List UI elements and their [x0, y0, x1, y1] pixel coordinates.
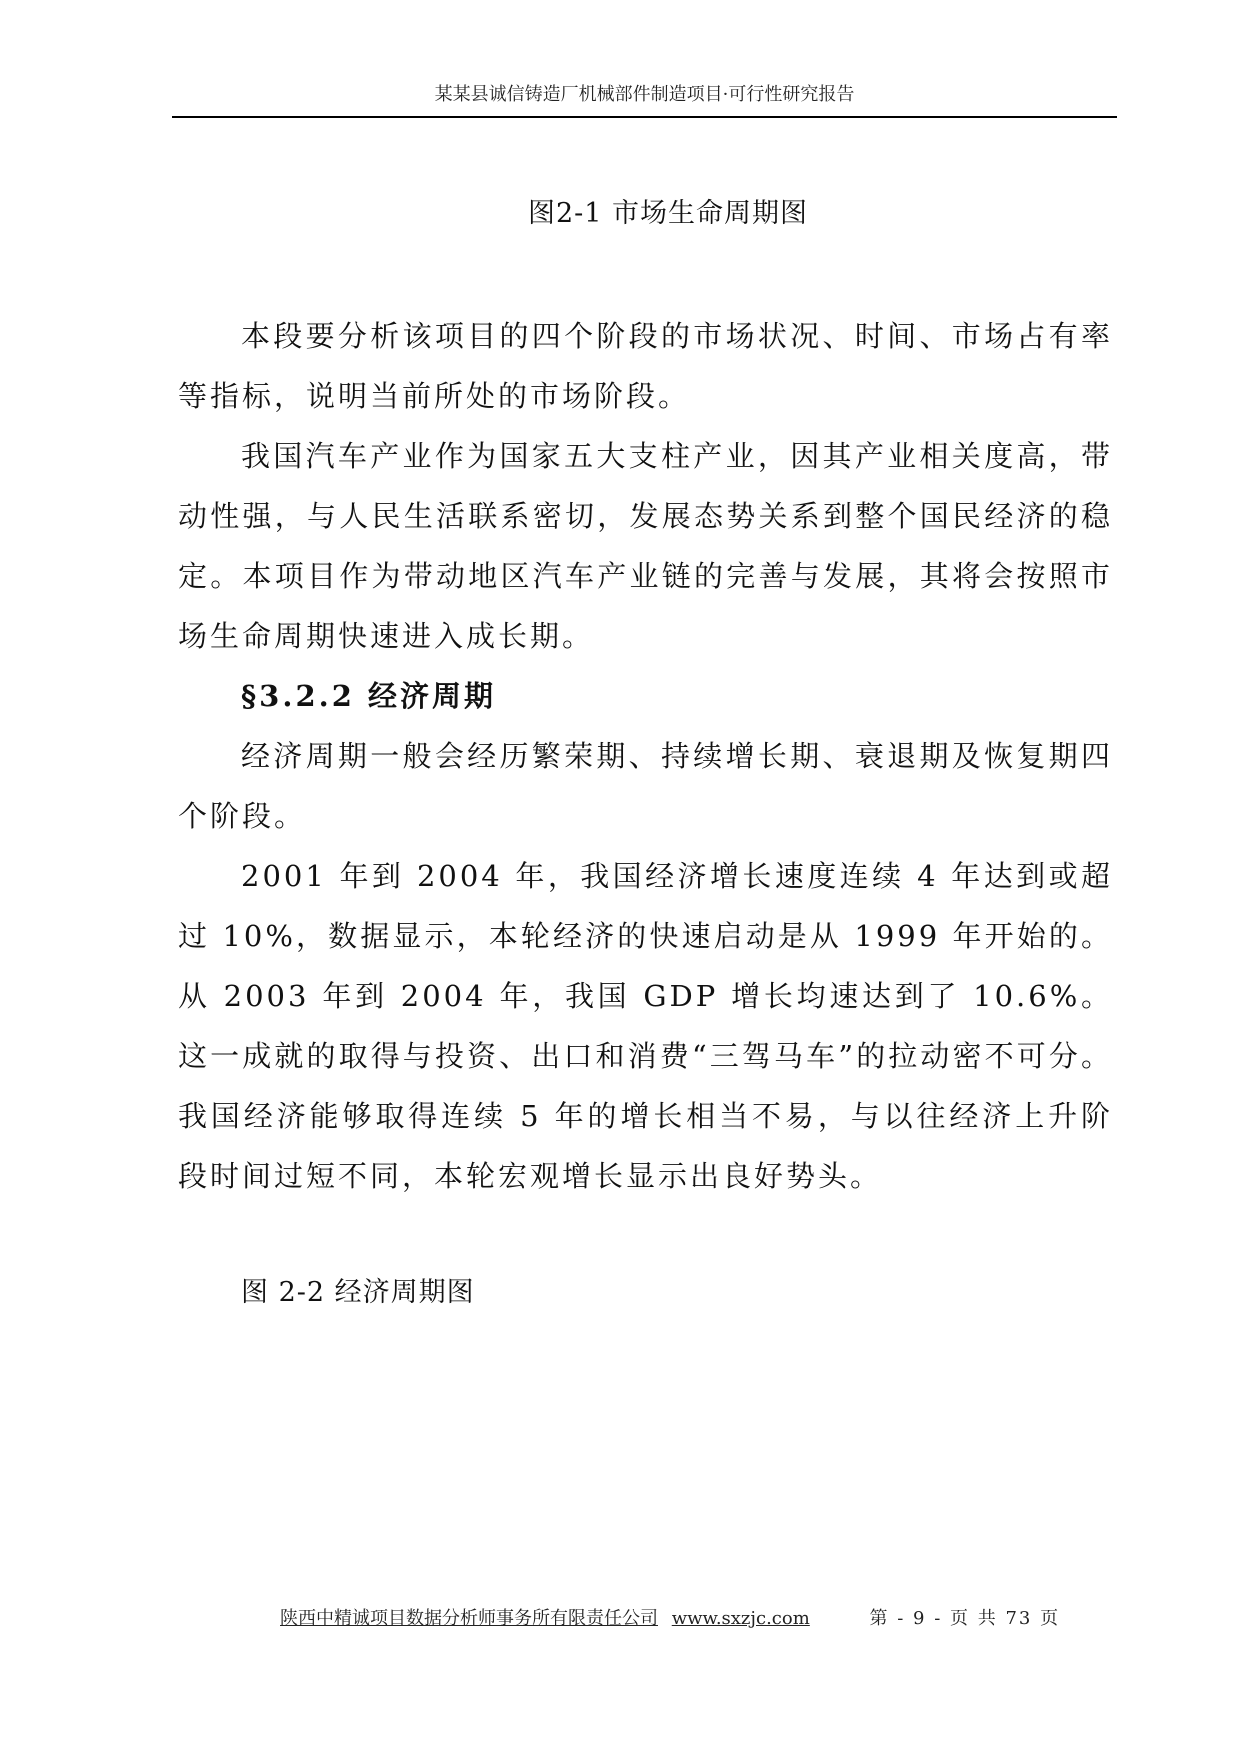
page-footer	[280, 1608, 1060, 1630]
page-header	[172, 84, 1117, 118]
paragraph-intro: 本段要分析该项目的四个阶段的市场状况、时间、市场占有率等指标，说明当前所处的市场阶段。	[178, 319, 1113, 413]
body-block-2	[178, 666, 1113, 1206]
footer-company: 陕西中精诚项目数据分析师事务所有限责任公司	[280, 1608, 658, 1629]
paragraph-auto-industry: 我国汽车产业作为国家五大支柱产业，因其产业相关度高，带动性强，与人民生活联系密切，发展态势关系到整个国民经济的稳定。本项目作为带动地区汽车产业链的完善与发展，其将会按照市场生命周期快速进入成长期。	[178, 439, 1113, 653]
footer-url[interactable]: www.sxzjc.com	[671, 1608, 810, 1629]
body-block-1	[178, 306, 1113, 666]
figure-caption-2-2: 图 2-2 经济周期图	[241, 1277, 475, 1308]
header-title: 某某县诚信铸造厂机械部件制造项目·可行性研究报告	[434, 84, 855, 105]
footer-page-number: 第 - 9 - 页 共 73 页	[869, 1608, 1061, 1629]
paragraph-economic-cycle: 经济周期一般会经历繁荣期、持续增长期、衰退期及恢复期四个阶段。	[178, 739, 1113, 833]
figure-caption-2-1: 图2-1 市场生命周期图	[528, 198, 809, 229]
paragraph-growth-data: 2001 年到 2004 年，我国经济增长速度连续 4 年达到或超过 10%，数据显示，本轮经济的快速启动是从 1999 年开始的。从 2003 年到 2004 年，我国 GDP 增长均速达到了 10.6%。这一成就的取得与投资、出口和消费“三驾马车”的拉动密不可分。我国经济能够取得连续 5 年的增长相当不易，与以往经济上升阶段时间过短不同，本轮宏观增长显示出良好势头。	[178, 859, 1113, 1193]
section-heading: §3.2.2 经济周期	[241, 679, 496, 713]
